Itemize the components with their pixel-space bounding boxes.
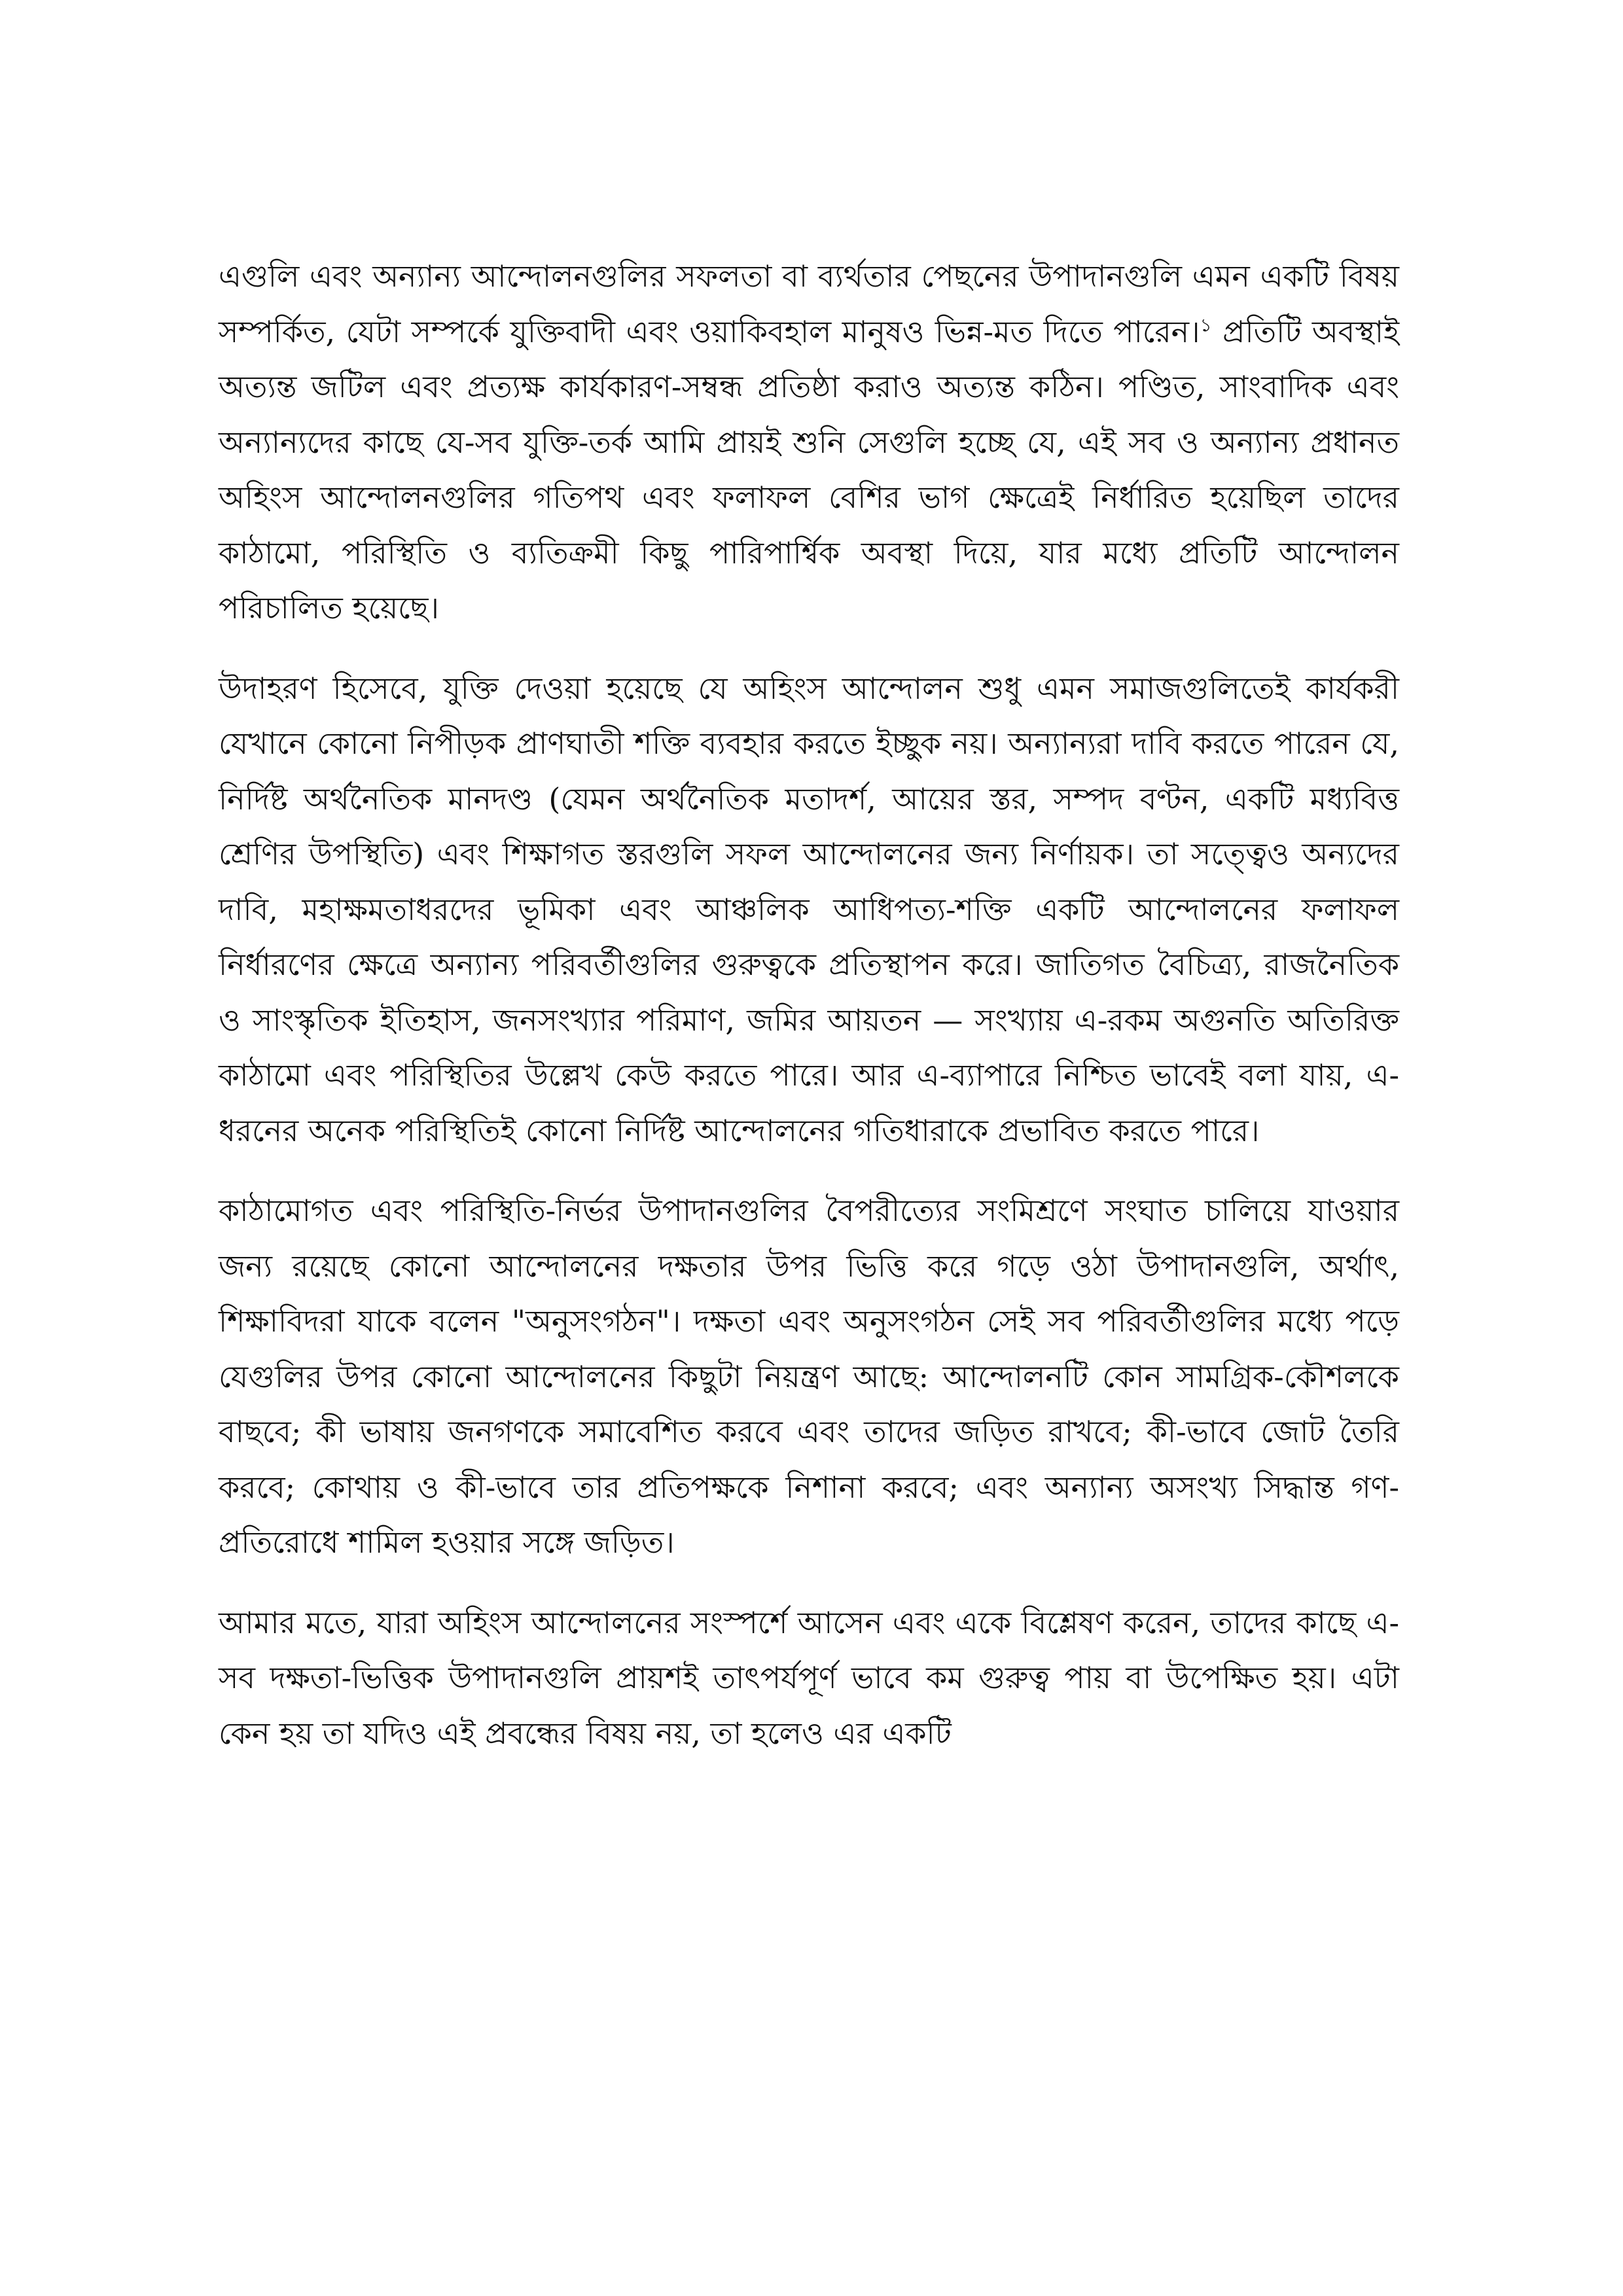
paragraph-1: [219, 249, 1399, 636]
body-text: [219, 249, 1399, 1786]
paragraph-3: কাঠামোগত এবং পরিস্থিতি-নির্ভর উপাদানগুলির বৈপরীত্যের সংমিশ্রণে সংঘাত চালিয়ে যাওয়ার জন্য রয়েছে কোনো আন্দোলনের দক্ষতার উপর ভিত্তি করে গড়ে ওঠা উপাদানগুলি, অর্থাৎ, শিক্ষাবিদরা যাকে বলেন "অনুসংগঠন"। দক্ষতা এবং অনুসংগঠন সেই সব পরিবর্তীগুলির মধ্যে পড়ে যেগুলির উপর কোনো আন্দোলনের কিছুটা নিয়ন্ত্রণ আছে: আন্দোলনটি কোন সামগ্রিক-কৌশলকে বাছবে; কী ভাষায় জনগণকে সমাবেশিত করবে এবং তাদের জড়িত রাখবে; কী-ভাবে জোট তৈরি করবে; কোথায় ও কী-ভাবে তার প্রতিপক্ষকে নিশানা করবে; এবং অন্যান্য অসংখ্য সিদ্ধান্ত গণ-প্রতিরোধে শামিল হওয়ার সঙ্গে জড়িত।: [219, 1193, 1399, 1560]
footnote-reference[interactable]: ১: [1200, 314, 1212, 336]
paragraph-1-text: এগুলি এবং অন্যান্য আন্দোলনগুলির সফলতা বা ব্যর্থতার পেছনের উপাদানগুলি এমন একটি বিষয় সম্পর্কিত, যেটা সম্পর্কে যুক্তিবাদী এবং ওয়াকিবহাল মানুষও ভিন্ন-মত দিতে পারেন।: [219, 258, 1399, 349]
paragraph-4: আমার মতে, যারা অহিংস আন্দোলনের সংস্পর্শে আসেন এবং একে বিশ্লেষণ করেন, তাদের কাছে এ-সব দক্ষতা-ভিত্তিক উপাদানগুলি প্রায়শই তাৎপর্যপূর্ণ ভাবে কম গুরুত্ব পায় বা উপেক্ষিত হয়। এটা কেন হয় তা যদিও এই প্রবন্ধের বিষয় নয়, তা হলেও এর একটি: [219, 1604, 1399, 1751]
paragraph-2: উদাহরণ হিসেবে, যুক্তি দেওয়া হয়েছে যে অহিংস আন্দোলন শুধু এমন সমাজগুলিতেই কার্যকরী যেখানে কোনো নিপীড়ক প্রাণঘাতী শক্তি ব্যবহার করতে ইচ্ছুক নয়। অন্যান্যরা দাবি করতে পারেন যে, নির্দিষ্ট অর্থনৈতিক মানদণ্ড (যেমন অর্থনৈতিক মতাদর্শ, আয়ের স্তর, সম্পদ বণ্টন, একটি মধ্যবিত্ত শ্রেণির উপস্থিতি) এবং শিক্ষাগত স্তরগুলি সফল আন্দোলনের জন্য নির্ণায়ক। তা সত্ত্বেও অন্যদের দাবি, মহাক্ষমতাধরদের ভূমিকা এবং আঞ্চলিক আধিপত্য-শক্তি একটি আন্দোলনের ফলাফল নির্ধারণের ক্ষেত্রে অন্যান্য পরিবর্তীগুলির গুরুত্বকে প্রতিস্থাপন করে। জাতিগত বৈচিত্র্য, রাজনৈতিক ও সাংস্কৃতিক ইতিহাস, জনসংখ্যার পরিমাণ, জমির আয়তন — সংখ্যায় এ-রকম অগুনতি অতিরিক্ত কাঠামো এবং পরিস্থিতির উল্লেখ কেউ করতে পারে। আর এ-ব্যাপারে নিশ্চিত ভাবেই বলা যায়, এ-ধরনের অনেক পরিস্থিতিই কোনো নির্দিষ্ট আন্দোলনের গতিধারাকে প্রভাবিত করতে পারে।: [219, 670, 1399, 1148]
paragraph-1-text-continued: প্রতিটি অবস্থাই অত্যন্ত জটিল এবং প্রত্যক্ষ কার্যকারণ-সম্বন্ধ প্রতিষ্ঠা করাও অত্যন্ত কঠিন। পণ্ডিত, সাংবাদিক এবং অন্যান্যদের কাছে যে-সব যুক্তি-তর্ক আমি প্রায়ই শুনি সেগুলি হচ্ছে যে, এই সব ও অন্যান্য প্রধানত অহিংস আন্দোলনগুলির গতিপথ এবং ফলাফল বেশির ভাগ ক্ষেত্রেই নির্ধারিত হয়েছিল তাদের কাঠামো, পরিস্থিতি ও ব্যতিক্রমী কিছু পারিপার্শ্বিক অবস্থা দিয়ে, যার মধ্যে প্রতিটি আন্দোলন পরিচালিত হয়েছে।: [219, 313, 1399, 626]
